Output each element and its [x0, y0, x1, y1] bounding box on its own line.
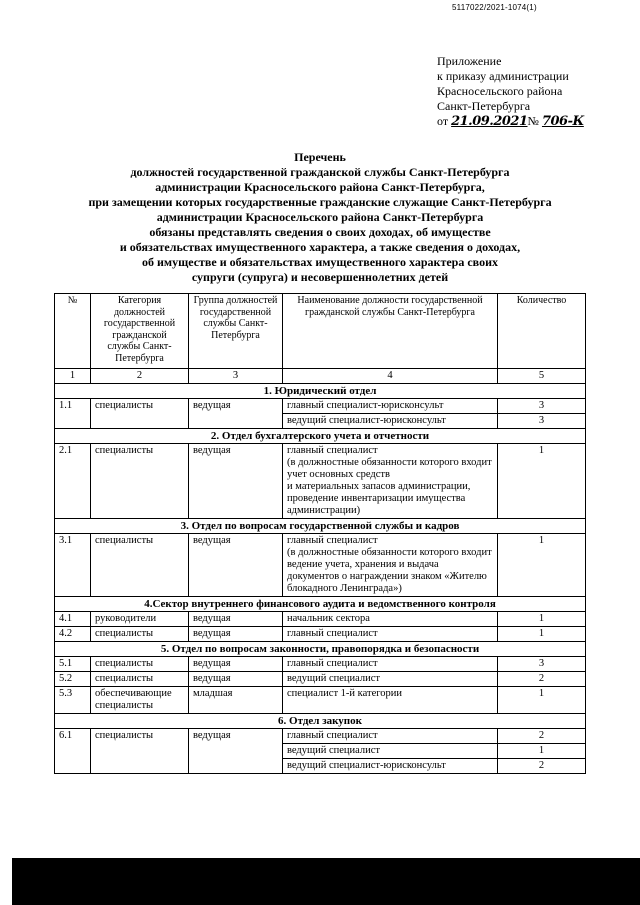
table-row: [55, 627, 586, 642]
row-number: 1.1: [55, 399, 91, 429]
row-group: ведущая: [189, 399, 283, 429]
section-row: [55, 597, 586, 612]
position-count: 1: [498, 612, 586, 627]
row-category: специалисты: [91, 399, 189, 429]
row-group: ведущая: [189, 444, 283, 519]
position-name: ведущий специалист: [283, 744, 498, 759]
table-row: [55, 399, 586, 414]
section-row: [55, 642, 586, 657]
table-header-row: [55, 294, 586, 369]
position-count: 2: [498, 759, 586, 774]
table-row: [55, 612, 586, 627]
title-line: должностей государственной гражданской службы Санкт-Петербурга: [130, 165, 510, 179]
title-line: администрации Красносельского района Санкт-Петербурга,: [155, 180, 485, 194]
row-group: ведущая: [189, 627, 283, 642]
appendix-line: к приказу администрации: [437, 69, 569, 83]
position-name: ведущий специалист: [283, 672, 498, 687]
section-title: 3. Отдел по вопросам государственной службы и кадров: [55, 519, 586, 534]
number-prefix: №: [527, 114, 539, 128]
column-number-row: [55, 369, 586, 384]
position-count: 1: [498, 627, 586, 642]
appendix-line: Красносельского района: [437, 84, 563, 98]
appendix-line: Приложение: [437, 54, 502, 68]
column-number: 3: [189, 369, 283, 384]
position-name: начальник сектора: [283, 612, 498, 627]
positions-table: [54, 293, 586, 774]
row-group: ведущая: [189, 672, 283, 687]
row-number: 2.1: [55, 444, 91, 519]
section-title: 2. Отдел бухгалтерского учета и отчетности: [55, 429, 586, 444]
section-title: 5. Отдел по вопросам законности, правопорядка и безопасности: [55, 642, 586, 657]
document-number: 5117022/2021-1074(1): [452, 3, 537, 12]
position-name: главный специалист: [283, 657, 498, 672]
appendix-date-line: [437, 114, 637, 129]
table-row: [55, 444, 586, 519]
table-row: [55, 687, 586, 714]
row-category: специалисты: [91, 444, 189, 519]
row-category: обеспечивающие специалисты: [91, 687, 189, 714]
position-name: главный специалист (в должностные обязанности которого входит ведение учета, хранения и выдача документов о награждении знаком «Жителю блокадного Ленинграда»): [283, 534, 498, 597]
handwritten-number: 706-К: [541, 114, 584, 129]
column-header: Группа должностей государственной службы Санкт-Петербурга: [189, 294, 283, 369]
row-group: младшая: [189, 687, 283, 714]
position-count: 1: [498, 444, 586, 519]
position-name: ведущий специалист-юрисконсульт: [283, 759, 498, 774]
position-count: 2: [498, 672, 586, 687]
section-title: 4.Сектор внутреннего финансового аудита и ведомственного контроля: [55, 597, 586, 612]
row-category: специалисты: [91, 627, 189, 642]
title-line: администрации Красносельского района Санкт-Петербурга: [156, 210, 484, 224]
row-category: специалисты: [91, 534, 189, 597]
row-category: специалисты: [91, 657, 189, 672]
title-line: при замещении которых государственные гражданские служащие Санкт-Петербурга: [88, 195, 552, 209]
title-line: об имуществе и обязательствах имущественного характера своих: [142, 255, 498, 269]
position-name: ведущий специалист-юрисконсульт: [283, 414, 498, 429]
table-row: [55, 657, 586, 672]
position-name: специалист 1-й категории: [283, 687, 498, 714]
title-line: и обязательствах имущественного характера, а также сведения о доходах,: [119, 240, 521, 254]
column-number: 5: [498, 369, 586, 384]
row-group: ведущая: [189, 534, 283, 597]
table-row: [55, 534, 586, 597]
position-name: главный специалист (в должностные обязанности которого входит учет основных средств и материальных запасов администрации, проведение инвентаризации имущества администрации): [283, 444, 498, 519]
column-header: Количество: [498, 294, 586, 369]
section-row: [55, 384, 586, 399]
position-count: 3: [498, 399, 586, 414]
table-row: [55, 729, 586, 744]
row-category: специалисты: [91, 672, 189, 687]
appendix-line: Санкт-Петербурга: [437, 99, 531, 113]
date-prefix: от: [437, 114, 449, 128]
position-count: 3: [498, 657, 586, 672]
position-count: 1: [498, 534, 586, 597]
handwritten-date: 21.09.2021: [451, 114, 528, 129]
scan-border-bar: [12, 858, 640, 905]
column-number: 2: [91, 369, 189, 384]
position-count: 1: [498, 687, 586, 714]
row-number: 4.1: [55, 612, 91, 627]
title-heading: Перечень: [294, 150, 346, 164]
row-group: ведущая: [189, 657, 283, 672]
row-group: ведущая: [189, 729, 283, 774]
section-row: [55, 519, 586, 534]
column-number: 1: [55, 369, 91, 384]
row-number: 5.3: [55, 687, 91, 714]
section-row: [55, 714, 586, 729]
section-row: [55, 429, 586, 444]
position-count: 3: [498, 414, 586, 429]
column-header: Категория должностей государственной гражданской службы Санкт-Петербурга: [91, 294, 189, 369]
column-header: Наименование должности государственной гражданской службы Санкт-Петербурга: [283, 294, 498, 369]
row-number: 5.2: [55, 672, 91, 687]
column-header: №: [55, 294, 91, 369]
title-line: супруги (супруга) и несовершеннолетних детей: [191, 270, 449, 284]
section-title: 1. Юридический отдел: [55, 384, 586, 399]
section-title: 6. Отдел закупок: [55, 714, 586, 729]
row-number: 4.2: [55, 627, 91, 642]
position-count: 1: [498, 744, 586, 759]
table-row: [55, 672, 586, 687]
row-group: ведущая: [189, 612, 283, 627]
row-number: 6.1: [55, 729, 91, 774]
position-name: главный специалист: [283, 627, 498, 642]
row-number: 3.1: [55, 534, 91, 597]
position-name: главный специалист-юрисконсульт: [283, 399, 498, 414]
document-title: [60, 150, 580, 285]
row-category: специалисты: [91, 729, 189, 774]
row-category: руководители: [91, 612, 189, 627]
title-line: обязаны представлять сведения о своих доходах, об имуществе: [149, 225, 491, 239]
column-number: 4: [283, 369, 498, 384]
position-count: 2: [498, 729, 586, 744]
row-number: 5.1: [55, 657, 91, 672]
position-name: главный специалист: [283, 729, 498, 744]
appendix-block: [437, 54, 637, 129]
